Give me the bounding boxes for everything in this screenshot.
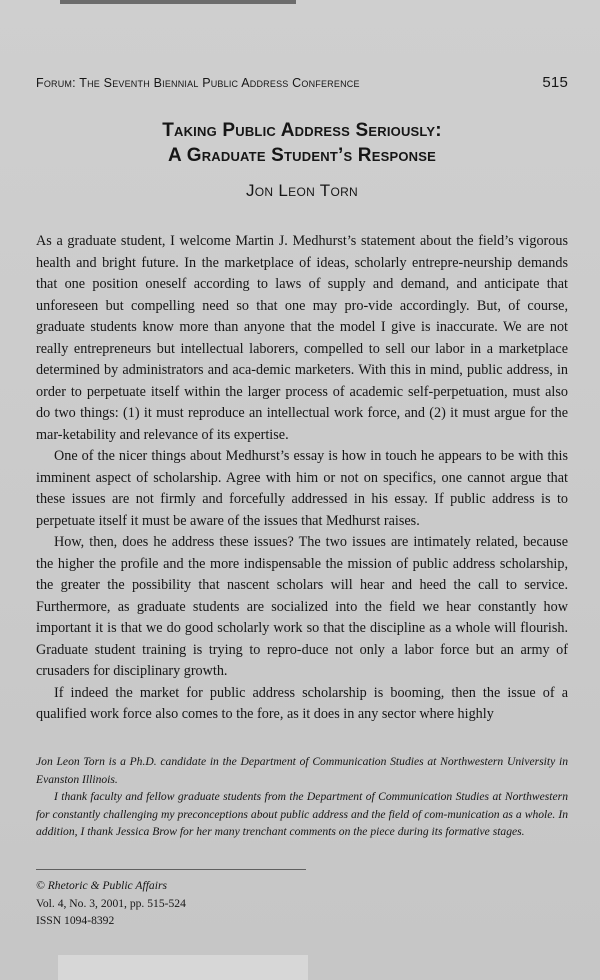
article-body bbox=[36, 231, 568, 726]
body-paragraph-4: If indeed the market for public address scholarship is booming, then the issue of a qualified work force also comes to the fore, as it does in any sector where highly bbox=[36, 684, 568, 722]
body-paragraph-1: As a graduate student, I welcome Martin J. Medhurst’s statement about the field’s vigorous health and bright future. In the marketplace of ideas, scholarly entrepre-neurship demands that one position oneself according to laws of supply and demand, and anticipate that unforeseen but compelling need so that one may pro-vide accordingly. But, of course, graduate students know more than anyone that the model I give is inaccurate. We are not really entrepreneurs but intellectual laborers, compelled to sell our labor in a marketplace determined by administrators and aca-demic marketers. With this in mind, public address, in order to perpetuate itself within the larger process of academic self-perpetuation, must also do two things: (1) it must reproduce an intellectual work force, and (2) it must argue for the mar-ketability and relevance of its expertise. bbox=[36, 233, 568, 443]
acknowledgment-note: I thank faculty and fellow graduate students from the Department of Communication Studies at Northwestern for constantly challenging my preconceptions about public address and the field of com-munication as a whole. In addition, I thank Jessica Brow for her many trenchant comments on the piece during its formative stages. bbox=[36, 790, 568, 839]
article-title-line-1: Taking Public Address Seriously: bbox=[162, 119, 442, 141]
issn-info: ISSN 1094-8392 bbox=[36, 914, 115, 927]
article-author: Jon Leon Torn bbox=[245, 181, 359, 200]
publication-info bbox=[36, 877, 336, 930]
running-head bbox=[36, 74, 568, 94]
article-title bbox=[36, 118, 568, 168]
author-footnotes bbox=[36, 753, 568, 841]
running-head-title: Forum: The Seventh Biennial Public Address Conference bbox=[36, 76, 360, 90]
article-title-line-2: A Graduate Student’s Response bbox=[168, 144, 436, 166]
body-paragraph-2: One of the nicer things about Medhurst’s essay is how in touch he appears to be with this imminent aspect of scholarship. Agree with him or not on specifics, one cannot argue that these issues are not firmly and forcefully addressed in his essay. If public address is to perpetuate itself it must be aware of the issues that Medhurst raises. bbox=[36, 448, 568, 529]
scan-top-shadow bbox=[60, 0, 296, 4]
scan-bottom-shadow bbox=[58, 955, 308, 980]
volume-info: Vol. 4, No. 3, 2001, pp. 515-524 bbox=[36, 896, 186, 910]
body-paragraph-3: How, then, does he address these issues? The two issues are intimately related, because the higher the profile and the more indispensable the mission of public address scholarship, the greater the possibility that nascent scholars will hear and heed the call to service. Furthermore, as graduate students are socialized into the field we hear constantly how important it is that we do good scholarly work so that the discipline as a whole will flourish. Graduate student training is trying to repro-duce not only a labor force but an army of crusaders for disciplinary growth. bbox=[36, 534, 568, 679]
journal-copyright: © Rhetoric & Public Affairs bbox=[36, 879, 167, 892]
author-note: Jon Leon Torn is a Ph.D. candidate in the Department of Communication Studies at Northwestern University in Evanston Illinois. bbox=[36, 755, 568, 786]
footnote-divider bbox=[36, 869, 306, 870]
page-number: 515 bbox=[542, 74, 568, 91]
